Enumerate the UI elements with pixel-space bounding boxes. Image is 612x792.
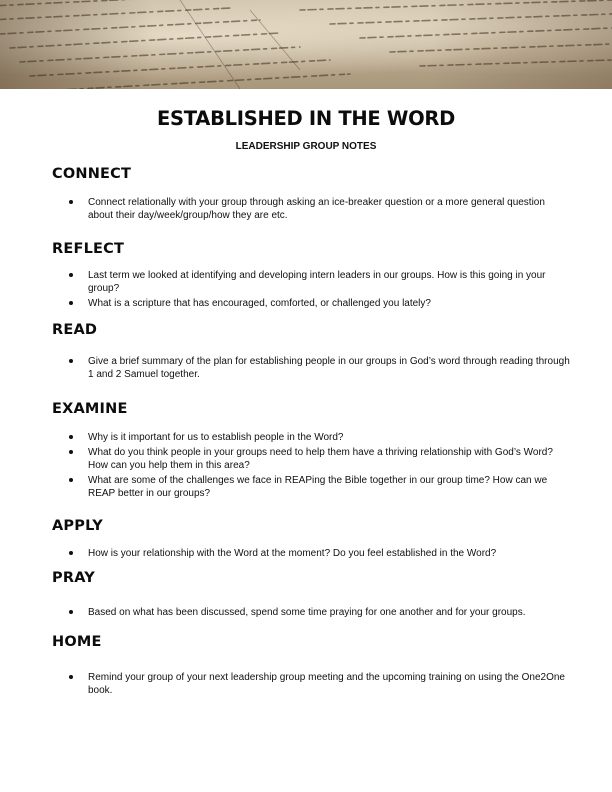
bullet-list (52, 547, 496, 562)
section-examine (52, 401, 572, 499)
section-home (52, 634, 572, 696)
section-heading: REFLECT (52, 241, 125, 257)
section-pray (52, 570, 572, 618)
bullet-icon (69, 551, 73, 555)
bullet-icon (69, 478, 73, 482)
list-item: What are some of the challenges we face in REAPing the Bible together in our group time? How can we REAP better in our groups? (52, 474, 572, 500)
section-connect (52, 166, 572, 221)
list-item: Give a brief summary of the plan for establishing people in our groups in God’s word through reading through 1 and 2 Samuel together. (52, 355, 572, 381)
bullet-icon (69, 273, 73, 277)
section-apply (52, 518, 572, 559)
bullet-icon (69, 359, 73, 363)
section-heading: HOME (52, 634, 102, 650)
page-subtitle: LEADERSHIP GROUP NOTES (235, 141, 377, 152)
list-item: Based on what has been discussed, spend some time praying for one another and for your groups. (52, 606, 526, 619)
list-item: Connect relationally with your group through asking an ice-breaker question or a more general question about their day/week/group/how they are etc. (52, 196, 572, 222)
list-item: How is your relationship with the Word at the moment? Do you feel established in the Word? (52, 547, 496, 560)
bullet-list (52, 606, 526, 621)
bullet-list (52, 431, 572, 502)
section-heading: APPLY (52, 518, 103, 534)
bullet-list (52, 671, 572, 699)
header-banner-image (0, 0, 612, 89)
list-item: Remind your group of your next leadership group meeting and the upcoming training on using the One2One book. (52, 671, 572, 697)
page-title: ESTABLISHED IN THE WORD (157, 107, 455, 130)
bullet-list (52, 196, 572, 224)
bullet-icon (69, 301, 73, 305)
bullet-icon (69, 610, 73, 614)
section-reflect (52, 241, 572, 309)
bullet-list (52, 355, 572, 383)
list-item: Last term we looked at identifying and developing intern leaders in our groups. How is this going in your group? (52, 269, 572, 295)
list-item: Why is it important for us to establish people in the Word? (52, 431, 572, 444)
section-read (52, 322, 572, 380)
section-heading: CONNECT (52, 166, 132, 182)
bullet-list (52, 269, 572, 312)
bullet-icon (69, 675, 73, 679)
section-heading: READ (52, 322, 98, 338)
bullet-icon (69, 450, 73, 454)
bullet-icon (69, 200, 73, 204)
section-heading: EXAMINE (52, 401, 128, 417)
list-item: What is a scripture that has encouraged, comforted, or challenged you lately? (52, 297, 572, 310)
bullet-icon (69, 435, 73, 439)
list-item: What do you think people in your groups need to help them have a thriving relationship with God’s Word? How can you help them in this area? (52, 446, 572, 472)
section-heading: PRAY (52, 570, 95, 586)
